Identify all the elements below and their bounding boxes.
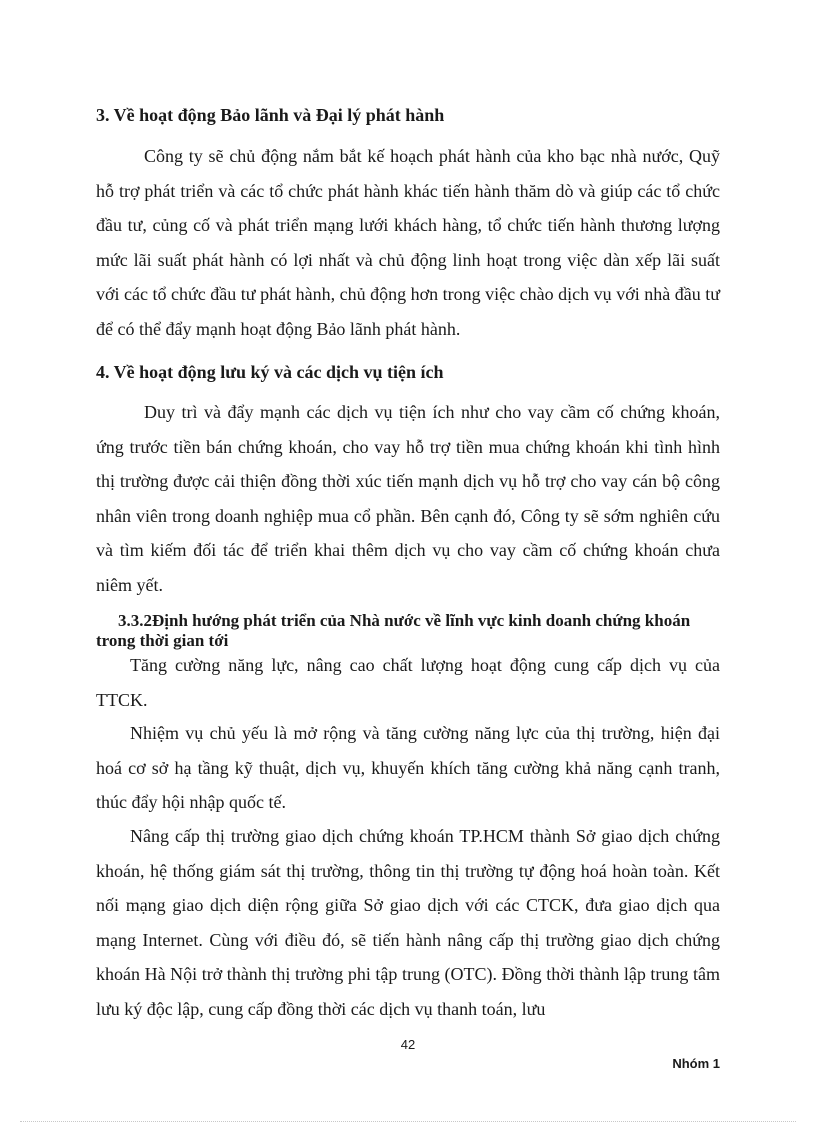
section-3-3-2-heading: 3.3.2Định hướng phát triển của Nhà nước về lĩnh vực kinh doanh chứng khoán trong thời gian tới bbox=[96, 611, 691, 650]
section-3-paragraph: Công ty sẽ chủ động nắm bắt kế hoạch phát hành của kho bạc nhà nước, Quỹ hỗ trợ phát triển và các tổ chức phát hành khác tiến hành thăm dò và giúp các tổ chức đầu tư, củng cố và phát triển mạng lưới khách hàng, tổ chức tiến hành thương lượng mức lãi suất phát hành có lợi nhất và chủ động linh hoạt trong việc dàn xếp lãi suất với các tổ chức đầu tư phát hành, chủ động hơn trong việc chào dịch vụ với nhà đầu tư để có thể đẩy mạnh hoạt động Bảo lãnh phát hành. bbox=[96, 146, 720, 339]
footer-group-label: Nhóm 1 bbox=[672, 1056, 720, 1071]
section-4-heading: 4. Về hoạt động lưu ký và các dịch vụ tiện ích bbox=[96, 362, 444, 382]
page-bottom-divider bbox=[20, 1121, 796, 1122]
section-3-3-2-paragraph-1: Tăng cường năng lực, nâng cao chất lượng hoạt động cung cấp dịch vụ của TTCK. bbox=[96, 655, 720, 710]
section-3-3-2-paragraph-2: Nhiệm vụ chủ yếu là mở rộng và tăng cường năng lực của thị trường, hiện đại hoá cơ sở hạ tầng kỹ thuật, dịch vụ, khuyến khích tăng cường khả năng cạnh tranh, thúc đẩy hội nhập quốc tế. bbox=[96, 723, 720, 813]
section-3-3-2-paragraph-3: Nâng cấp thị trường giao dịch chứng khoán TP.HCM thành Sở giao dịch chứng khoán, hệ thống giám sát thị trường, thông tin thị trường tự động hoá hoàn toàn. Kết nối mạng giao dịch diện rộng giữa Sở giao dịch với các CTCK, đưa giao dịch qua mạng Internet. Cùng với điều đó, sẽ tiến hành nâng cấp thị trường giao dịch chứng khoán Hà Nội trở thành thị trường phi tập trung (OTC). Đồng thời thành lập trung tâm lưu ký độc lập, cung cấp đồng thời các dịch vụ thanh toán, lưu bbox=[96, 826, 720, 1019]
section-3-heading: 3. Về hoạt động Bảo lãnh và Đại lý phát hành bbox=[96, 105, 445, 125]
page-number: 42 bbox=[400, 1037, 416, 1052]
section-4-paragraph: Duy trì và đẩy mạnh các dịch vụ tiện ích như cho vay cầm cố chứng khoán, ứng trước tiền bán chứng khoán, cho vay hỗ trợ tiền mua chứng khoán khi tình hình thị trường được cải thiện đồng thời xúc tiến mạnh dịch vụ hỗ trợ cho vay cán bộ công nhân viên trong doanh nghiệp mua cổ phần. Bên cạnh đó, Công ty sẽ sớm nghiên cứu và tìm kiếm đối tác để triển khai thêm dịch vụ cho vay cầm cố chứng khoán chưa niêm yết. bbox=[96, 402, 720, 595]
